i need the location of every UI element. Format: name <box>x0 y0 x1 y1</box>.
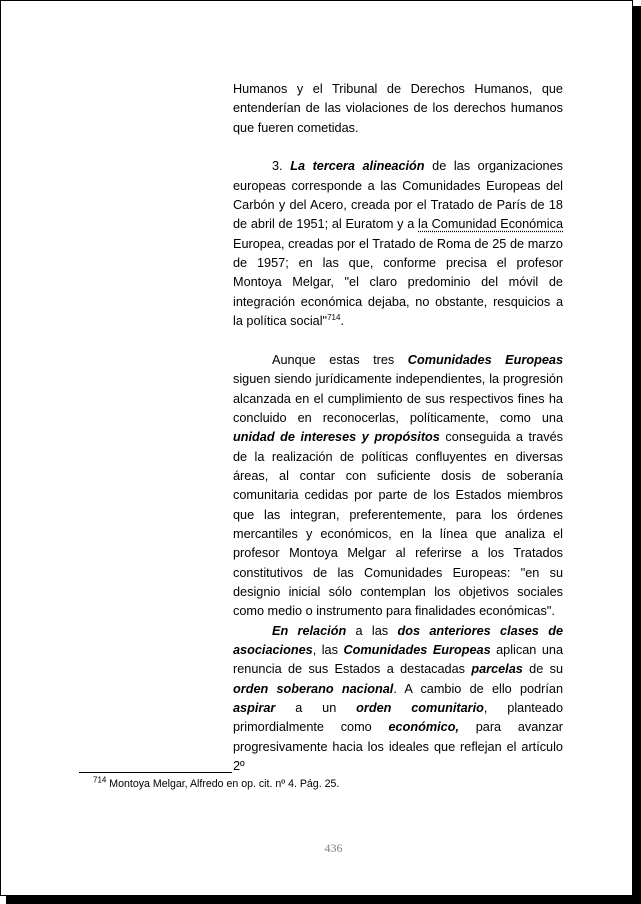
footnote-separator <box>79 772 232 773</box>
page-shadow-right <box>633 6 641 904</box>
emphasis: Comunidades Europeas <box>407 352 564 367</box>
paragraph-1-text: Humanos y el Tribunal de Derechos Humanos, que entenderían de las violaciones de los derechos humanos que fueren cometidas. <box>233 82 563 135</box>
emphasis: En relación <box>272 623 347 638</box>
text-run: a las <box>346 623 398 638</box>
paragraph-4 <box>233 622 563 777</box>
paragraph-1 <box>233 80 563 138</box>
text-run: . <box>340 314 344 329</box>
body-text <box>233 80 563 776</box>
list-number: 3. <box>272 159 283 174</box>
paragraph-gap <box>233 138 563 157</box>
footnote <box>93 777 563 791</box>
page-number: 436 <box>324 841 343 855</box>
text-run: a un <box>275 701 357 715</box>
text-run: , planteado primordialmente como <box>233 701 563 735</box>
text-run: de las organizaciones europeas corresponde a las Comunidades Europeas del Carbón y del Acero, creada por el Tratado de París de 18 de abril de 1951; al Euratom y a <box>233 159 564 232</box>
text-run: de su <box>522 662 564 677</box>
footnote-text: Montoya Melgar, Alfredo en op. cit. nº 4. Pág. 25. <box>106 778 340 790</box>
emphasis: parcelas <box>471 662 523 677</box>
text-run: , las <box>312 642 344 657</box>
footnote-number: 714 <box>93 775 107 785</box>
emphasis: aspirar <box>233 701 276 715</box>
text-run: siguen siendo jurídicamente independientes, la progresión alcanzada en el cumplimiento de sus respectivos fines ha concluido en reconocerlas, políticamente, como una <box>233 372 563 425</box>
emphasis: económico, <box>388 720 459 735</box>
footnote-reference[interactable]: 714 <box>327 312 341 322</box>
text-run: Europea, creadas por el Tratado de Roma de 25 de marzo de 1957; en las que, conforme precisa el profesor Montoya Melgar, "el claro predominio del móvil de integración económica dejaba, no obstante, resquicios a la política social" <box>233 236 563 329</box>
page-shadow-bottom <box>6 896 641 904</box>
text-run: . A cambio de ello podrían <box>393 681 563 696</box>
paragraph-2 <box>233 157 563 331</box>
text-run: conseguida a través de la realización de políticas confluyentes en diversas áreas, al contar con suficiente dosis de soberanía comunitaria cedidas por parte de los Estados miembros que las integran, preferentemente, para los órdenes mercantiles y económicos, en la línea que analiza el profesor Montoya Melgar al referirse a los Tratados constitutivos de las Comunidades Europeas: "en su designio inicial sólo contemplan los objetivos sociales como medio o instrumento para finalidades económicas". <box>233 430 563 619</box>
text-run: para avanzar progresivamente hacia los ideales que reflejan el artículo 2º <box>233 720 563 774</box>
text-run: Aunque estas tres <box>272 352 408 367</box>
paragraph-3 <box>233 351 563 622</box>
emphasis: orden soberano nacional <box>233 681 394 696</box>
text-run: aplican una renuncia de sus Estados a destacadas <box>233 642 563 677</box>
emphasis: dos anteriores clases de asociaciones <box>233 623 563 657</box>
emphasis: unidad de intereses y propósitos <box>233 430 440 445</box>
emphasis: Comunidades Europeas <box>343 642 491 657</box>
underlined-text: la Comunidad Económica <box>418 217 563 232</box>
emphasis: orden comunitario <box>356 701 484 715</box>
paragraph-gap <box>233 331 563 350</box>
emphasis: La tercera alineación <box>290 159 425 174</box>
